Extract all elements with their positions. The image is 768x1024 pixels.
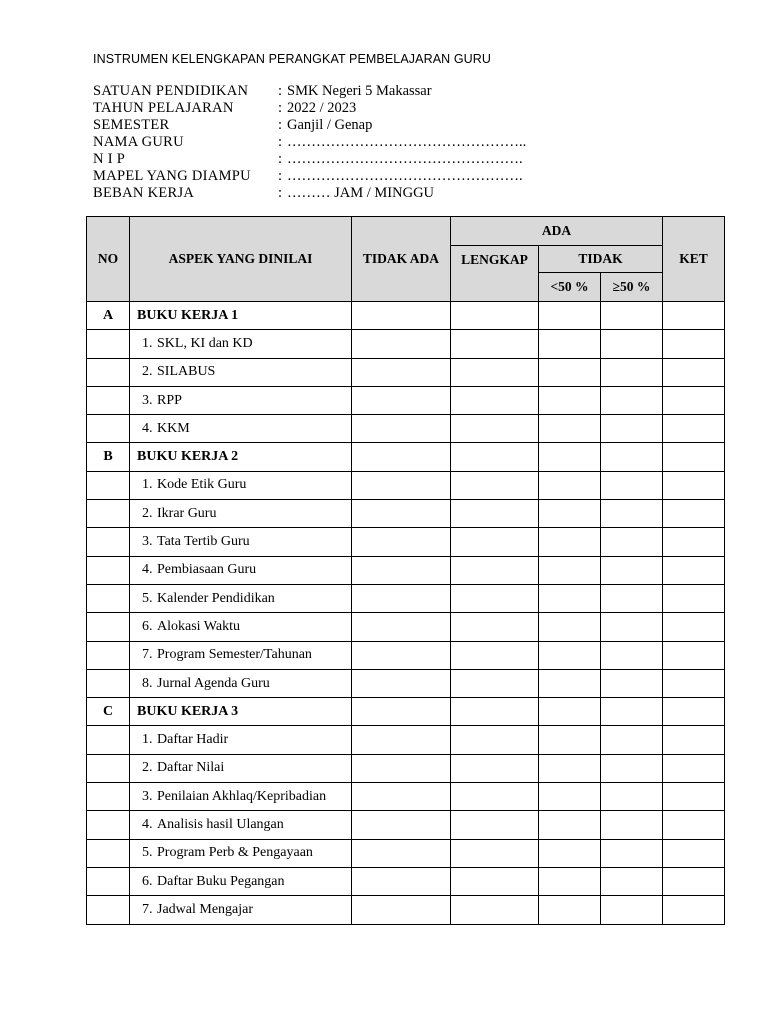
info-value: SMK Negeri 5 Makassar xyxy=(287,83,432,99)
info-label: TAHUN PELAJARAN xyxy=(93,100,234,116)
checklist-cell xyxy=(539,754,601,782)
item-number: 7. xyxy=(142,901,153,917)
assessment-table xyxy=(86,216,725,925)
checklist-cell xyxy=(451,358,539,386)
item-label-cell xyxy=(130,386,352,414)
item-label: Daftar Nilai xyxy=(157,760,225,776)
item-label: KKM xyxy=(157,420,190,436)
no-cell xyxy=(87,896,130,924)
info-colon: : xyxy=(278,100,283,116)
checklist-cell xyxy=(601,471,663,499)
info-colon: : xyxy=(278,134,283,150)
info-colon: : xyxy=(278,151,283,167)
checklist-cell xyxy=(451,811,539,839)
table-row xyxy=(87,811,725,839)
section-code: B xyxy=(87,443,130,471)
item-label: Pembiasaan Guru xyxy=(157,562,257,578)
checklist-cell xyxy=(601,443,663,471)
no-cell xyxy=(87,584,130,612)
no-cell xyxy=(87,471,130,499)
checklist-cell xyxy=(601,726,663,754)
checklist-cell xyxy=(352,698,451,726)
section-title: BUKU KERJA 3 xyxy=(130,698,352,726)
checklist-cell xyxy=(663,302,725,330)
checklist-cell xyxy=(663,811,725,839)
checklist-cell xyxy=(663,783,725,811)
checklist-cell xyxy=(352,783,451,811)
item-number: 3. xyxy=(142,788,153,804)
checklist-cell xyxy=(539,867,601,895)
item-label-cell xyxy=(130,641,352,669)
checklist-cell xyxy=(539,500,601,528)
section-code: C xyxy=(87,698,130,726)
checklist-cell xyxy=(352,754,451,782)
checklist-cell xyxy=(663,386,725,414)
checklist-cell xyxy=(539,641,601,669)
info-value: ……… JAM / MINGGU xyxy=(287,185,435,201)
table-row xyxy=(87,556,725,584)
checklist-cell xyxy=(539,584,601,612)
table-row xyxy=(87,896,725,924)
checklist-cell xyxy=(451,471,539,499)
item-number: 5. xyxy=(142,845,153,861)
checklist-cell xyxy=(352,386,451,414)
section-title: BUKU KERJA 2 xyxy=(130,443,352,471)
checklist-cell xyxy=(601,528,663,556)
checklist-cell xyxy=(539,443,601,471)
checklist-cell xyxy=(539,528,601,556)
item-label-cell xyxy=(130,528,352,556)
info-label: SATUAN PENDIDIKAN xyxy=(93,83,249,99)
item-label-cell xyxy=(130,867,352,895)
checklist-cell xyxy=(663,415,725,443)
checklist-cell xyxy=(352,641,451,669)
item-label-cell xyxy=(130,896,352,924)
header-ge50: ≥50 % xyxy=(601,273,663,302)
checklist-cell xyxy=(451,783,539,811)
item-number: 6. xyxy=(142,873,153,889)
checklist-cell xyxy=(663,528,725,556)
item-number: 1. xyxy=(142,335,153,351)
item-label-cell xyxy=(130,358,352,386)
item-label-cell xyxy=(130,613,352,641)
table-body xyxy=(87,302,725,925)
no-cell xyxy=(87,669,130,697)
info-value: ………………………………………….. xyxy=(287,134,527,150)
checklist-cell xyxy=(663,613,725,641)
checklist-cell xyxy=(601,613,663,641)
table-row xyxy=(87,867,725,895)
item-label: Tata Tertib Guru xyxy=(157,534,250,550)
checklist-cell xyxy=(539,698,601,726)
checklist-cell xyxy=(451,584,539,612)
no-cell xyxy=(87,415,130,443)
checklist-cell xyxy=(663,754,725,782)
info-colon: : xyxy=(278,83,283,99)
checklist-cell xyxy=(352,471,451,499)
header-lt50: <50 % xyxy=(539,273,601,302)
checklist-cell xyxy=(451,415,539,443)
item-label-cell xyxy=(130,330,352,358)
item-label: Ikrar Guru xyxy=(157,505,217,521)
item-label: Alokasi Waktu xyxy=(157,618,240,634)
checklist-cell xyxy=(663,330,725,358)
checklist-cell xyxy=(451,896,539,924)
table-row xyxy=(87,613,725,641)
checklist-cell xyxy=(352,500,451,528)
no-cell xyxy=(87,839,130,867)
checklist-cell xyxy=(539,613,601,641)
checklist-cell xyxy=(352,443,451,471)
item-number: 2. xyxy=(142,505,153,521)
header-lengkap: LENGKAP xyxy=(451,246,539,302)
table-row xyxy=(87,754,725,782)
item-label-cell xyxy=(130,556,352,584)
table-row xyxy=(87,358,725,386)
checklist-cell xyxy=(451,698,539,726)
checklist-cell xyxy=(601,839,663,867)
section-row xyxy=(87,443,725,471)
checklist-cell xyxy=(601,500,663,528)
header-no: NO xyxy=(87,217,130,302)
item-number: 7. xyxy=(142,647,153,663)
checklist-cell xyxy=(451,754,539,782)
item-label-cell xyxy=(130,669,352,697)
checklist-cell xyxy=(352,811,451,839)
checklist-cell xyxy=(451,386,539,414)
checklist-cell xyxy=(451,302,539,330)
checklist-cell xyxy=(663,443,725,471)
table-row xyxy=(87,726,725,754)
item-label-cell xyxy=(130,726,352,754)
checklist-cell xyxy=(352,528,451,556)
checklist-cell xyxy=(601,867,663,895)
item-label: Kode Etik Guru xyxy=(157,477,247,493)
document-title: INSTRUMEN KELENGKAPAN PERANGKAT PEMBELAJARAN GURU xyxy=(93,52,492,66)
checklist-cell xyxy=(352,867,451,895)
table-row xyxy=(87,839,725,867)
no-cell xyxy=(87,330,130,358)
item-number: 2. xyxy=(142,760,153,776)
header-tidak-ada: TIDAK ADA xyxy=(352,217,451,302)
item-label-cell xyxy=(130,783,352,811)
info-label: MAPEL YANG DIAMPU xyxy=(93,168,251,184)
checklist-cell xyxy=(539,896,601,924)
checklist-cell xyxy=(352,839,451,867)
table-row xyxy=(87,386,725,414)
item-number: 4. xyxy=(142,562,153,578)
section-row xyxy=(87,698,725,726)
checklist-cell xyxy=(539,358,601,386)
checklist-cell xyxy=(601,754,663,782)
checklist-cell xyxy=(601,896,663,924)
item-number: 5. xyxy=(142,590,153,606)
checklist-cell xyxy=(601,783,663,811)
checklist-cell xyxy=(601,641,663,669)
checklist-cell xyxy=(352,556,451,584)
checklist-cell xyxy=(663,896,725,924)
info-label: SEMESTER xyxy=(93,117,170,133)
item-number: 6. xyxy=(142,618,153,634)
info-value: Ganjil / Genap xyxy=(287,117,373,133)
item-label: RPP xyxy=(157,392,182,408)
no-cell xyxy=(87,528,130,556)
table-row xyxy=(87,500,725,528)
checklist-cell xyxy=(451,726,539,754)
checklist-cell xyxy=(601,698,663,726)
table-row xyxy=(87,471,725,499)
item-label: Jurnal Agenda Guru xyxy=(157,675,270,691)
checklist-cell xyxy=(451,528,539,556)
info-value: …………………………………………. xyxy=(287,168,523,184)
checklist-cell xyxy=(601,669,663,697)
no-cell xyxy=(87,613,130,641)
checklist-cell xyxy=(601,330,663,358)
item-number: 1. xyxy=(142,477,153,493)
checklist-cell xyxy=(451,613,539,641)
item-label-cell xyxy=(130,415,352,443)
checklist-cell xyxy=(451,330,539,358)
checklist-cell xyxy=(451,443,539,471)
item-label: Daftar Buku Pegangan xyxy=(157,873,285,889)
item-number: 3. xyxy=(142,392,153,408)
checklist-cell xyxy=(451,669,539,697)
item-label: Penilaian Akhlaq/Kepribadian xyxy=(157,788,327,804)
checklist-cell xyxy=(663,839,725,867)
header-tidak: TIDAK xyxy=(539,246,663,273)
table-row xyxy=(87,584,725,612)
item-number: 1. xyxy=(142,732,153,748)
info-label: N I P xyxy=(93,151,126,167)
checklist-cell xyxy=(663,500,725,528)
checklist-cell xyxy=(539,471,601,499)
checklist-cell xyxy=(601,386,663,414)
checklist-cell xyxy=(601,358,663,386)
checklist-cell xyxy=(539,811,601,839)
header-ket: KET xyxy=(663,217,725,302)
item-label-cell xyxy=(130,754,352,782)
table-row xyxy=(87,528,725,556)
checklist-cell xyxy=(352,584,451,612)
table-row xyxy=(87,330,725,358)
no-cell xyxy=(87,556,130,584)
checklist-cell xyxy=(451,839,539,867)
checklist-cell xyxy=(451,556,539,584)
item-number: 4. xyxy=(142,420,153,436)
info-value: …………………………………………. xyxy=(287,151,523,167)
no-cell xyxy=(87,811,130,839)
info-label: NAMA GURU xyxy=(93,134,184,150)
checklist-cell xyxy=(663,556,725,584)
checklist-cell xyxy=(352,415,451,443)
item-label: Program Perb & Pengayaan xyxy=(157,845,313,861)
checklist-cell xyxy=(663,867,725,895)
checklist-cell xyxy=(663,471,725,499)
item-label-cell xyxy=(130,471,352,499)
info-colon: : xyxy=(278,168,283,184)
item-label: Kalender Pendidikan xyxy=(157,590,275,606)
item-label: Analisis hasil Ulangan xyxy=(157,816,284,832)
item-number: 2. xyxy=(142,364,153,380)
item-label: SILABUS xyxy=(157,364,216,380)
checklist-cell xyxy=(539,556,601,584)
item-label: Jadwal Mengajar xyxy=(157,901,254,917)
info-colon: : xyxy=(278,185,283,201)
table-row xyxy=(87,415,725,443)
checklist-cell xyxy=(601,556,663,584)
table-row xyxy=(87,783,725,811)
item-label-cell xyxy=(130,500,352,528)
checklist-cell xyxy=(352,669,451,697)
checklist-cell xyxy=(601,302,663,330)
checklist-cell xyxy=(352,358,451,386)
checklist-cell xyxy=(663,726,725,754)
section-title: BUKU KERJA 1 xyxy=(130,302,352,330)
checklist-cell xyxy=(451,500,539,528)
item-number: 3. xyxy=(142,534,153,550)
checklist-cell xyxy=(352,896,451,924)
no-cell xyxy=(87,358,130,386)
item-label-cell xyxy=(130,584,352,612)
no-cell xyxy=(87,386,130,414)
checklist-cell xyxy=(601,415,663,443)
checklist-cell xyxy=(352,613,451,641)
no-cell xyxy=(87,754,130,782)
no-cell xyxy=(87,726,130,754)
no-cell xyxy=(87,500,130,528)
checklist-cell xyxy=(352,302,451,330)
checklist-cell xyxy=(352,330,451,358)
checklist-cell xyxy=(539,783,601,811)
no-cell xyxy=(87,867,130,895)
section-code: A xyxy=(87,302,130,330)
item-label-cell xyxy=(130,839,352,867)
header-ada: ADA xyxy=(451,217,663,246)
checklist-cell xyxy=(352,726,451,754)
item-label-cell xyxy=(130,811,352,839)
checklist-cell xyxy=(539,330,601,358)
no-cell xyxy=(87,783,130,811)
checklist-cell xyxy=(539,302,601,330)
section-row xyxy=(87,302,725,330)
checklist-cell xyxy=(601,584,663,612)
checklist-cell xyxy=(663,358,725,386)
table-row xyxy=(87,669,725,697)
header-aspek: ASPEK YANG DINILAI xyxy=(130,217,352,302)
checklist-cell xyxy=(539,386,601,414)
item-label: Daftar Hadir xyxy=(157,732,229,748)
checklist-cell xyxy=(539,669,601,697)
checklist-cell xyxy=(601,811,663,839)
no-cell xyxy=(87,641,130,669)
checklist-cell xyxy=(451,641,539,669)
checklist-cell xyxy=(663,669,725,697)
info-colon: : xyxy=(278,117,283,133)
info-label: BEBAN KERJA xyxy=(93,185,195,201)
item-label: Program Semester/Tahunan xyxy=(157,647,312,663)
checklist-cell xyxy=(663,584,725,612)
item-number: 8. xyxy=(142,675,153,691)
info-value: 2022 / 2023 xyxy=(287,100,357,116)
checklist-cell xyxy=(451,867,539,895)
checklist-cell xyxy=(539,726,601,754)
checklist-cell xyxy=(663,641,725,669)
table-row xyxy=(87,641,725,669)
checklist-cell xyxy=(539,839,601,867)
item-number: 4. xyxy=(142,816,153,832)
item-label: SKL, KI dan KD xyxy=(157,335,253,351)
checklist-cell xyxy=(539,415,601,443)
checklist-cell xyxy=(663,698,725,726)
